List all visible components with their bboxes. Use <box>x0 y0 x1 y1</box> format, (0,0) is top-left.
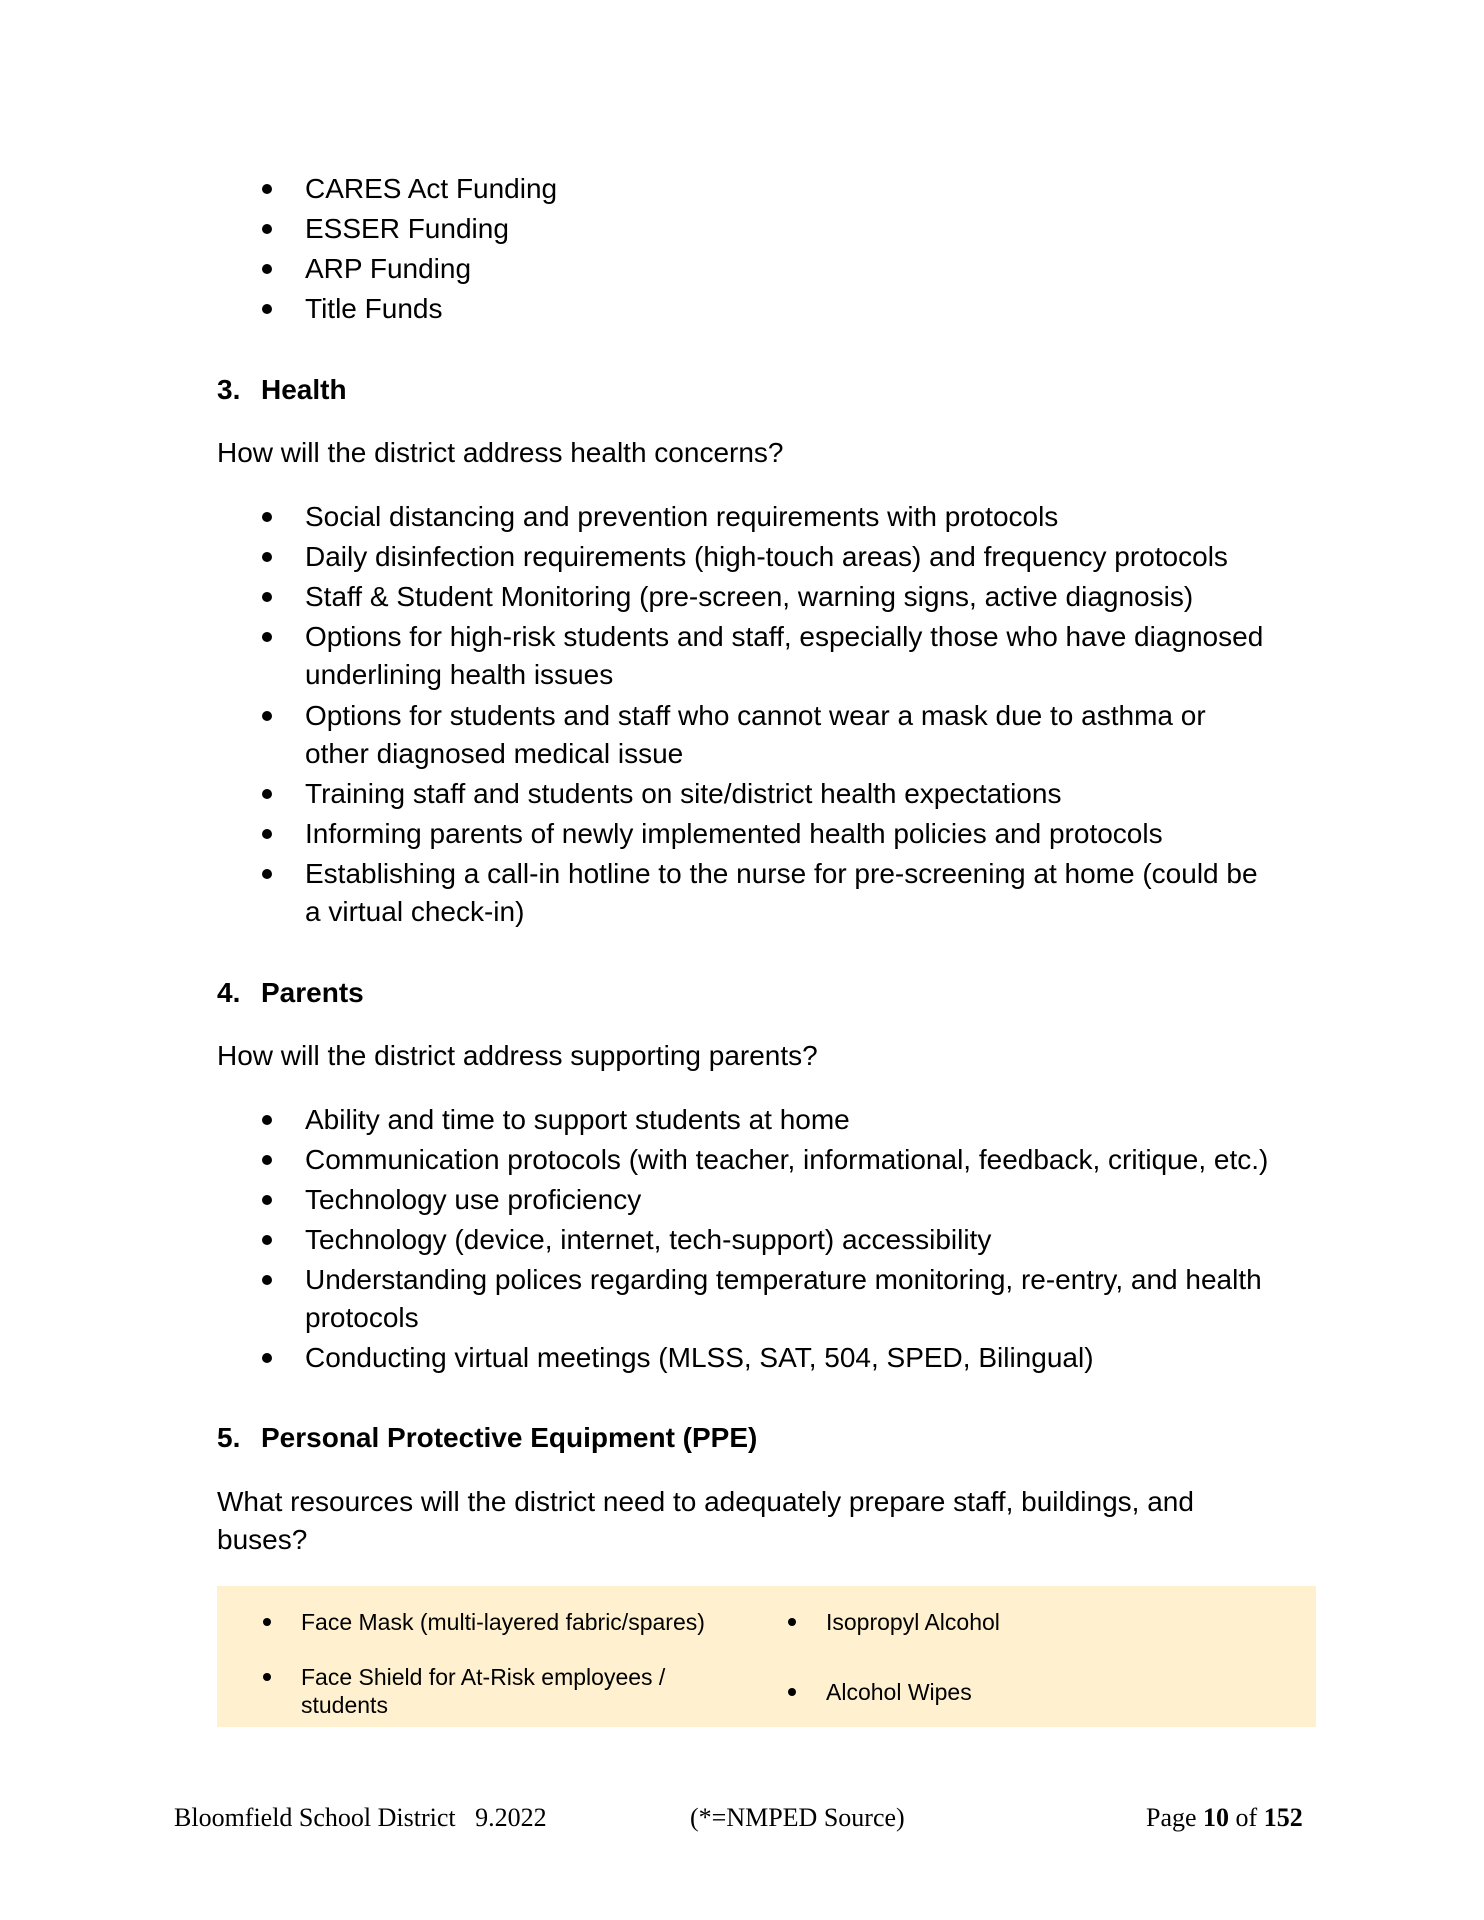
bullet-icon <box>262 632 272 642</box>
section-heading <box>217 1421 757 1455</box>
list-item: Informing parents of newly implemented health policies and protocols <box>305 818 1163 849</box>
list-item-continuation: protocols <box>305 1302 419 1333</box>
bullet-icon <box>262 1353 272 1363</box>
bullet-icon <box>262 1275 272 1285</box>
section-title: Health <box>261 374 347 405</box>
list-item-continuation: other diagnosed medical issue <box>305 738 684 769</box>
list-item: Ability and time to support students at home <box>305 1104 850 1135</box>
page-current: 10 <box>1203 1803 1230 1832</box>
bullet-icon <box>788 1618 796 1626</box>
bullet-icon <box>262 264 272 274</box>
list-item-continuation: a virtual check-in) <box>305 896 525 927</box>
bullet-icon <box>262 1115 272 1125</box>
bullet-icon <box>263 1673 271 1681</box>
bullet-icon <box>262 224 272 234</box>
bullet-icon <box>262 789 272 799</box>
page-label: Page <box>1146 1803 1197 1832</box>
bullet-icon <box>262 512 272 522</box>
footer-page-number <box>1146 1802 1303 1834</box>
footer-district-name: Bloomfield School District <box>174 1803 456 1832</box>
list-item-continuation: underlining health issues <box>305 659 614 690</box>
ppe-table <box>217 1586 1316 1727</box>
list-item: Understanding polices regarding temperature monitoring, re-entry, and health <box>305 1264 1262 1295</box>
bullet-icon <box>262 1235 272 1245</box>
list-item: Social distancing and prevention requirements with protocols <box>305 501 1059 532</box>
ppe-item: Alcohol Wipes <box>826 1679 972 1705</box>
section-title: Parents <box>261 977 364 1008</box>
bullet-icon <box>262 552 272 562</box>
list-item: Establishing a call-in hotline to the nurse for pre-screening at home (could be <box>305 858 1258 889</box>
ppe-item: Isopropyl Alcohol <box>826 1609 1000 1635</box>
section-number: 4. <box>217 977 241 1008</box>
section-number: 3. <box>217 374 241 405</box>
list-item: Technology (device, internet, tech-support) accessibility <box>305 1224 992 1255</box>
bullet-icon <box>262 1155 272 1165</box>
ppe-item: Face Shield for At-Risk employees / <box>301 1664 666 1690</box>
page-of: of <box>1235 1803 1258 1832</box>
section-heading <box>217 373 347 407</box>
list-item: Staff & Student Monitoring (pre-screen, warning signs, active diagnosis) <box>305 581 1194 612</box>
bullet-icon <box>262 1195 272 1205</box>
list-item: Technology use proficiency <box>305 1184 642 1215</box>
section-title: Personal Protective Equipment (PPE) <box>261 1422 758 1453</box>
bullet-icon <box>262 304 272 314</box>
bullet-icon <box>788 1688 796 1696</box>
list-item: Options for students and staff who cannot wear a mask due to asthma or <box>305 700 1206 731</box>
list-item: Communication protocols (with teacher, informational, feedback, critique, etc.) <box>305 1144 1269 1175</box>
list-item: Training staff and students on site/district health expectations <box>305 778 1062 809</box>
section-question: How will the district address health concerns? <box>217 437 784 468</box>
page-total: 152 <box>1263 1803 1303 1832</box>
bullet-icon <box>262 829 272 839</box>
section-heading <box>217 976 364 1010</box>
list-item: Daily disinfection requirements (high-touch areas) and frequency protocols <box>305 541 1228 572</box>
footer-source-note: (*=NMPED Source) <box>690 1803 905 1832</box>
section-question: How will the district address supporting parents? <box>217 1040 818 1071</box>
bullet-icon <box>262 711 272 721</box>
section-question-continuation: buses? <box>217 1524 308 1555</box>
bullet-icon <box>263 1618 271 1626</box>
bullet-icon <box>262 592 272 602</box>
section-number: 5. <box>217 1422 241 1453</box>
ppe-item-continuation: students <box>301 1692 388 1718</box>
footer-date: 9.2022 <box>475 1803 547 1832</box>
list-item: ESSER Funding <box>305 213 509 244</box>
list-item: CARES Act Funding <box>305 173 558 204</box>
list-item: Conducting virtual meetings (MLSS, SAT, 504, SPED, Bilingual) <box>305 1342 1094 1373</box>
list-item: Title Funds <box>305 293 443 324</box>
list-item: Options for high-risk students and staff, especially those who have diagnosed <box>305 621 1264 652</box>
bullet-icon <box>262 184 272 194</box>
bullet-icon <box>262 869 272 879</box>
list-item: ARP Funding <box>305 253 472 284</box>
section-question: What resources will the district need to adequately prepare staff, buildings, and <box>217 1486 1194 1517</box>
ppe-item: Face Mask (multi-layered fabric/spares) <box>301 1609 705 1635</box>
footer-district <box>174 1802 547 1834</box>
